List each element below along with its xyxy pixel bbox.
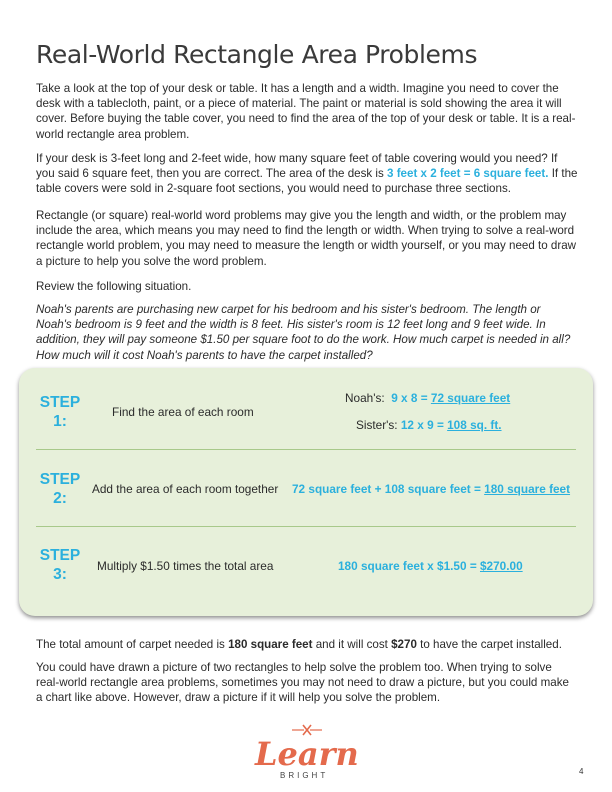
step-1-number: 1:: [53, 413, 67, 430]
step-1-noah-calc: [345, 391, 510, 405]
step-3-description: Multiply $1.50 times the total area: [97, 559, 274, 573]
step-3-expression: 180 square feet x $1.50 =: [338, 559, 480, 573]
step-2-calc: [292, 482, 570, 496]
step-2-word: STEP: [39, 471, 81, 488]
total-carpet-value: 180 square feet: [228, 638, 313, 651]
page-title: Real-World Rectangle Area Problems: [36, 40, 478, 69]
step-1-description: Find the area of each room: [112, 405, 254, 419]
conclusion-text-e: to have the carpet installed.: [416, 638, 562, 651]
page-number: 4: [579, 767, 584, 776]
scenario-paragraph: Noah's parents are purchasing new carpet for his bedroom and his sister's bedroom. The length or Noah's bedroom is 9 feet and the width is 8 feet. His sister's room is 12 feet long and 9 feet wide. In addition, they will pay someone $1.50 per square foot to do the work. How much carpet is needed in all? How much will it cost Noah's parents to have the carpet installed?: [36, 303, 571, 362]
step-3-calc: [338, 559, 523, 573]
step-2-number: 2:: [53, 490, 67, 507]
step-3-label: [30, 546, 90, 584]
logo-learn-text: Learn: [255, 735, 359, 773]
noah-expression: 9 x 8 =: [391, 391, 431, 405]
desk-example-paragraph: [36, 151, 578, 197]
step-2-expression: 72 square feet + 108 square feet =: [292, 482, 485, 496]
intro-paragraph: Take a look at the top of your desk or table. It has a length and a width. Imagine you need to cover the desk with a tablecloth, paint, or a piece of material. The paint or material is sold showing the area it will cover. Before buying the table cover, you need to find the area of the top of your desk or table. It is a real-world rectangle area problem.: [36, 82, 576, 141]
conclusion-paragraph: [36, 637, 578, 652]
total-cost-value: $270: [391, 638, 417, 651]
step-1-label: [30, 393, 90, 431]
logo-bright-text: BRIGHT: [280, 771, 329, 780]
review-text: Review the following situation.: [36, 280, 192, 293]
sister-label: Sister's:: [356, 418, 398, 432]
desk-example-text-end: If the table covers were sold in 2-square foot sections, you would need to purchase three sections.: [36, 167, 578, 196]
closing-paragraph: You could have drawn a picture of two rectangles to help solve the problem too. When trying to solve real-world rectangle area problems, sometimes you may not need to draw a picture, but you could make a chart like above. However, draw a picture if it will help you solve the problem.: [36, 661, 569, 705]
step-divider-2: [36, 526, 576, 527]
step-2-label: [30, 470, 90, 508]
noah-label: Noah's:: [345, 391, 385, 405]
step-3-result: $270.00: [479, 559, 523, 573]
step-3-word: STEP: [39, 547, 81, 564]
step-1-sister-calc: [356, 418, 502, 432]
step-3-number: 3:: [53, 566, 67, 583]
noah-result: 72 square feet: [430, 391, 511, 405]
word-problem-paragraph: Rectangle (or square) real-world word problems may give you the length and width, or the problem may include the area, which means you may need to find the length or width. When trying to solve a real-word rectangle world problem, you may need to measure the length or width yourself, or you may need to draw a picture to help you solve the word problem.: [36, 209, 577, 268]
desk-area-highlight: 3 feet x 2 feet = 6 square feet.: [387, 167, 549, 181]
step-2-result: 180 square feet: [484, 482, 571, 496]
sister-expression: 12 x 9 =: [400, 418, 448, 432]
conclusion-text-a: The total amount of carpet needed is: [36, 638, 229, 651]
step-2-description: Add the area of each room together: [92, 482, 279, 496]
conclusion-text-c: and it will cost: [312, 638, 392, 651]
sister-result: 108 sq. ft.: [447, 418, 502, 432]
step-1-word: STEP: [39, 394, 81, 411]
desk-example-text: If your desk is 3-feet long and 2-feet wide, how many square feet of table covering would you need? If you said 6 square feet, then you are correct. The area of the desk is: [36, 152, 558, 181]
step-divider-1: [36, 449, 576, 450]
